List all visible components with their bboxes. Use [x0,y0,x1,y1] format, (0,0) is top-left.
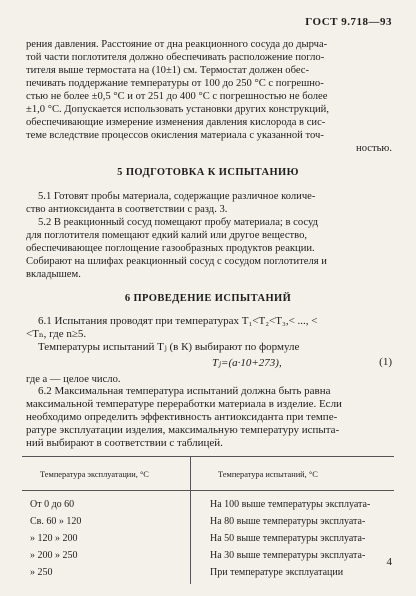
body-line: ратуре эксплуатации изделия, максимальную температуру испыта- [26,424,340,436]
body-line: максимальной температуре переработки материала в изделие. Если [26,398,342,410]
table-header-operating-temp: Температура эксплуатации, °С [40,470,149,479]
body-line: ство антиоксиданта в соответствии с разд. 3. [26,204,228,215]
body-line: Собирают на шлифах реакционный сосуд с сосудом поглотителя и [26,256,327,267]
body-line: для поглотителя помещают едкий калий или другое вещество, [26,230,308,241]
table-cell-range: Св. 60 » 120 [30,516,82,527]
body-line: 5.2 В реакционный сосуд помещают пробу материала; в сосуд [38,217,318,228]
table-header-test-temp: Температура испытаний, °С [218,470,318,479]
table-header-rule [22,490,394,491]
body-line: вкладышем. [26,269,81,280]
section-heading-5: 5 ПОДГОТОВКА К ИСПЫТАНИЮ [117,167,299,178]
table-cell-test: На 100 выше температуры эксплуата- [210,499,371,510]
formula: Tⱼ=(a·10+273), [212,357,282,369]
body-line: печивать поддержание температуры от 100 до 250 °С с погрешно- [26,78,324,89]
body-line: где a — целое число. [26,374,121,385]
body-line: ний выбирают в соответствии с таблицей. [26,437,223,449]
table-cell-test: На 50 выше температуры эксплуата- [210,533,366,544]
body-line: обеспечивающее поглощение газообразных продуктов реакции. [26,243,315,254]
body-line: <Tₙ, где n≥5. [26,328,87,340]
body-line: 6.1 Испытания проводят при температурах T₁<T₂<T₃,< ..., < [38,315,318,327]
table-cell-test: На 30 выше температуры эксплуата- [210,550,366,561]
body-line: Температуры испытаний Tⱼ (в К) выбирают по формуле [38,341,300,353]
body-line: теме вследствие процессов окисления материала с указанной точ- [26,130,324,141]
body-line: 5.1 Готовят пробы материала, содержащие различное количе- [38,191,316,202]
table-cell-range: » 200 » 250 [30,550,78,561]
body-line: той части поглотителя должно обеспечивать расположение поглo- [26,52,325,63]
table-cell-range: » 250 [30,567,53,578]
table-cell-test: При температуре эксплуатации [210,567,344,578]
body-line: стью не более ±0,5 °С и от 251 до 400 °С с погрешностью не более [26,91,328,102]
formula-number: (1) [379,356,392,368]
document-code: ГОСТ 9.718—93 [305,16,392,28]
table-top-rule [22,456,394,457]
body-line: необходимо определить эффективность антиоксиданта при темпе- [26,411,338,423]
body-line: ностью. [356,143,392,154]
body-line: обеспечивающие измерение изменения давления кислорода в сис- [26,117,326,128]
page-number: 4 [386,556,392,568]
table-cell-test: На 80 выше температуры эксплуата- [210,516,366,527]
body-line: 6.2 Максимальная температура испытаний должна быть равна [38,385,331,397]
table-column-divider [190,456,191,584]
body-line: ±1,0 °С. Допускается использовать установки других конструкций, [26,104,329,115]
body-line: рения давления. Расстояние от дна реакционного сосуда до дырча- [26,39,328,50]
table-cell-range: » 120 » 200 [30,533,78,544]
section-heading-6: 6 ПРОВЕДЕНИЕ ИСПЫТАНИЙ [124,293,292,304]
body-line: тителя выше термостата на (10±1) см. Термостат должен обес- [26,65,310,76]
table-cell-range: От 0 до 60 [30,499,75,510]
